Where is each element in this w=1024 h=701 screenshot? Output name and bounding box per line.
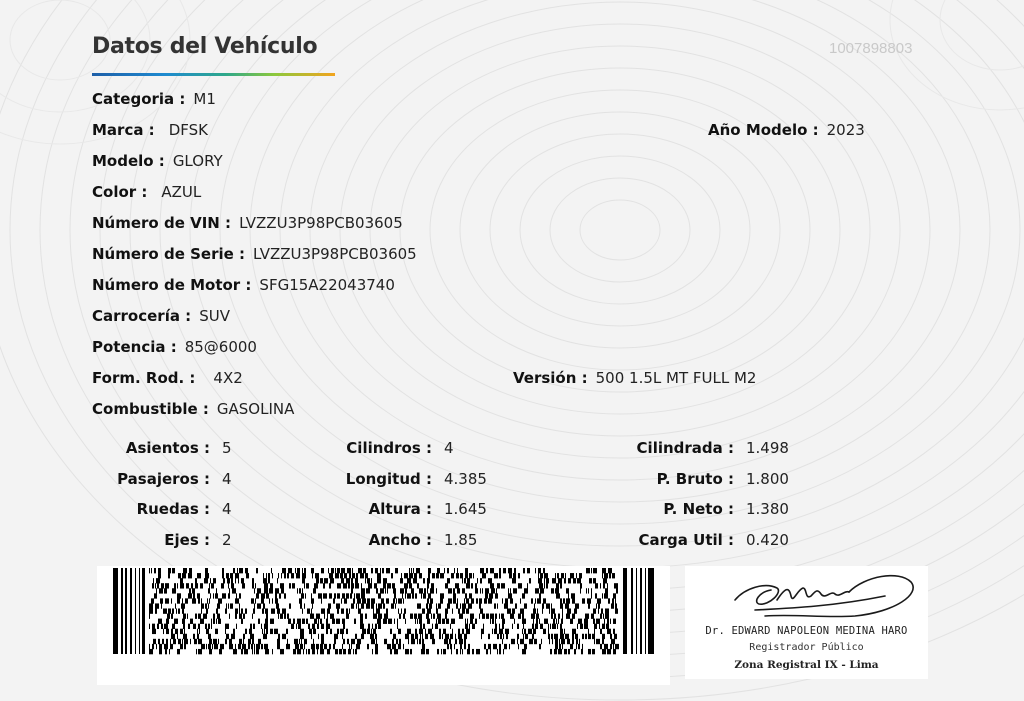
registrar-role: Registrador Público — [749, 642, 864, 653]
registrar-name: Dr. EDWARD NAPOLEON MEDINA HARO — [705, 625, 908, 637]
field-value: GLORY — [172, 152, 223, 170]
spec-label: Ancho : — [368, 531, 432, 549]
field-carroceria — [92, 307, 230, 325]
field-marca — [92, 121, 208, 139]
field-value: GASOLINA — [216, 400, 295, 418]
field-value: 85@6000 — [184, 338, 257, 356]
pdf417-barcode — [97, 566, 670, 685]
field-form-rod — [92, 369, 243, 387]
field-label: Potencia : — [92, 338, 177, 356]
field-label: Combustible : — [92, 400, 209, 418]
spec-value: 1.498 — [746, 439, 789, 457]
spec-value: 4 — [222, 500, 232, 518]
spec-longitud — [300, 470, 487, 488]
signature-block — [685, 566, 928, 679]
field-value: SUV — [199, 307, 230, 325]
spec-ejes — [92, 531, 232, 549]
spec-label: Carga Util : — [638, 531, 734, 549]
field-value: LVZZU3P98PCB03605 — [239, 214, 403, 232]
field-value: LVZZU3P98PCB03605 — [253, 245, 417, 263]
spec-ruedas — [92, 500, 232, 518]
spec-p-bruto — [590, 470, 789, 488]
spec-label: Pasajeros : — [117, 470, 210, 488]
spec-cilindros — [300, 439, 454, 457]
spec-label: P. Bruto : — [656, 470, 734, 488]
field-label: Número de VIN : — [92, 214, 232, 232]
field-combustible — [92, 400, 294, 418]
spec-value: 2 — [222, 531, 232, 549]
spec-value: 4.385 — [444, 470, 487, 488]
spec-label: Ruedas : — [136, 500, 210, 518]
handwritten-signature — [685, 566, 928, 626]
spec-label: Asientos : — [125, 439, 210, 457]
spec-p-neto — [590, 500, 789, 518]
spec-value: 1.380 — [746, 500, 789, 518]
field-label: Categoria : — [92, 90, 186, 108]
field-version — [513, 369, 756, 387]
spec-ancho — [300, 531, 477, 549]
field-motor — [92, 276, 395, 294]
spec-value: 5 — [222, 439, 232, 457]
barcode-graphic — [97, 566, 670, 685]
spec-value: 4 — [444, 439, 454, 457]
spec-value: 0.420 — [746, 531, 789, 549]
spec-cilindrada — [590, 439, 789, 457]
field-value: DFSK — [168, 121, 208, 139]
field-label: Marca : — [92, 121, 155, 139]
registry-zone: Zona Registral IX - Lima — [734, 659, 879, 671]
spec-value: 1.645 — [444, 500, 487, 518]
field-serie — [92, 245, 417, 263]
spec-pasajeros — [92, 470, 232, 488]
field-label: Color : — [92, 183, 148, 201]
field-value: AZUL — [161, 183, 202, 201]
field-color — [92, 183, 201, 201]
field-label: Carrocería : — [92, 307, 192, 325]
spec-label: P. Neto : — [663, 500, 734, 518]
field-value: SFG15A22043740 — [259, 276, 395, 294]
field-value: 2023 — [826, 121, 865, 139]
field-value: M1 — [193, 90, 216, 108]
field-label: Modelo : — [92, 152, 165, 170]
document-number: 1007898803 — [829, 40, 913, 57]
field-anio-modelo — [708, 121, 865, 139]
field-label: Año Modelo : — [708, 121, 819, 139]
field-modelo — [92, 152, 223, 170]
spec-altura — [300, 500, 487, 518]
spec-carga-util — [590, 531, 789, 549]
spec-asientos — [92, 439, 232, 457]
spec-label: Cilindros : — [346, 439, 432, 457]
spec-label: Cilindrada : — [636, 439, 734, 457]
spec-label: Longitud : — [345, 470, 432, 488]
field-label: Número de Serie : — [92, 245, 246, 263]
field-label: Número de Motor : — [92, 276, 252, 294]
spec-label: Ejes : — [164, 531, 210, 549]
spec-value: 1.85 — [444, 531, 478, 549]
field-value: 500 1.5L MT FULL M2 — [595, 369, 757, 387]
field-vin — [92, 214, 403, 232]
field-label: Versión : — [513, 369, 588, 387]
spec-value: 1.800 — [746, 470, 789, 488]
title-underline — [92, 73, 335, 76]
field-categoria — [92, 90, 216, 108]
spec-value: 4 — [222, 470, 232, 488]
spec-label: Altura : — [368, 500, 432, 518]
field-label: Form. Rod. : — [92, 369, 196, 387]
field-value: 4X2 — [213, 369, 243, 387]
field-potencia — [92, 338, 257, 356]
document-title: Datos del Vehículo — [92, 34, 318, 59]
